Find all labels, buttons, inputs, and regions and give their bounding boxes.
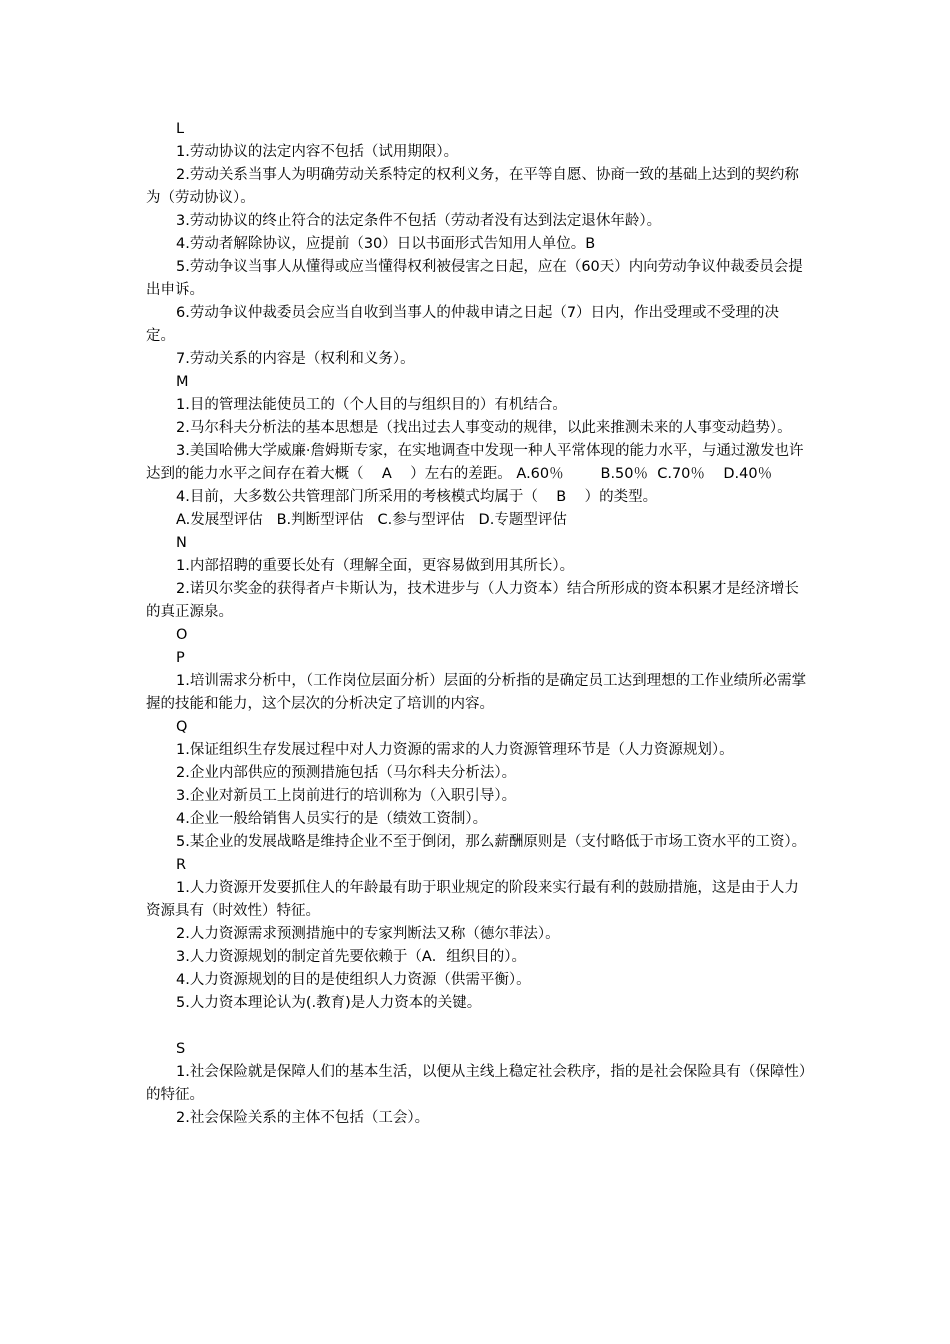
section-q-item: 1.保证组织生存发展过程中对人力资源的需求的人力资源管理环节是（人力资源规划）。 bbox=[176, 742, 734, 758]
section-q-item: 3.企业对新员工上岗前进行的培训称为（入职引导）。 bbox=[176, 788, 517, 804]
section-heading-r: R bbox=[176, 857, 187, 873]
section-heading-s: S bbox=[176, 1041, 186, 1057]
section-q-item: 4.企业一般给销售人员实行的是（绩效工资制）。 bbox=[176, 811, 488, 827]
section-l-item: 4.劳动者解除协议，应提前（30）日以书面形式告知用人单位。B bbox=[176, 236, 596, 252]
section-s-item: 1.社会保险就是保障人们的基本生活，以便从主线上稳定社会秩序，指的是社会保险具有（保障性）的特征。 bbox=[146, 1064, 807, 1103]
section-heading-n: N bbox=[176, 535, 187, 551]
section-heading-q: Q bbox=[176, 719, 188, 735]
section-n-item: 2.诺贝尔奖金的获得者卢卡斯认为，技术进步与（人力资本）结合所形成的资本积累才是经济增长的真正源泉。 bbox=[146, 581, 799, 620]
section-heading-l: L bbox=[176, 121, 185, 137]
section-l-item: 6.劳动争议仲裁委员会应当自收到当事人的仲裁申请之日起（7）日内，作出受理或不受理的决定。 bbox=[146, 305, 780, 344]
document-body bbox=[146, 118, 808, 1130]
section-r-item: 3.人力资源规划的制定首先要依赖于（A．组织目的）。 bbox=[176, 949, 527, 965]
section-heading-o: O bbox=[176, 627, 188, 643]
section-m-item: 4.目前，大多数公共管理部门所采用的考核模式均属于（ B ）的类型。 bbox=[176, 489, 658, 505]
section-p-item: 1.培训需求分析中，（工作岗位层面分析）层面的分析指的是确定员工达到理想的工作业绩所必需掌握的技能和能力，这个层次的分析决定了培训的内容。 bbox=[146, 673, 807, 712]
section-heading-p: P bbox=[176, 650, 185, 666]
section-r-item: 1.人力资源开发要抓住人的年龄最有助于职业规定的阶段来实行最有利的鼓励措施，这是由于人力资源具有（时效性）特征。 bbox=[146, 880, 799, 919]
section-l-item: 5.劳动争议当事人从懂得或应当懂得权利被侵害之日起，应在（60天）内向劳动争议仲裁委员会提出申诉。 bbox=[146, 259, 803, 298]
section-q-item: 2.企业内部供应的预测措施包括（马尔科夫分析法）。 bbox=[176, 765, 517, 781]
section-m-item: 1.目的管理法能使员工的（个人目的与组织目的）有机结合。 bbox=[176, 397, 567, 413]
section-l-item: 3.劳动协议的终止符合的法定条件不包括（劳动者没有达到法定退休年龄）。 bbox=[176, 213, 662, 229]
section-l-item: 1.劳动协议的法定内容不包括（试用期限）。 bbox=[176, 144, 459, 160]
section-r-item: 5.人力资本理论认为(.教育)是人力资本的关键。 bbox=[176, 995, 482, 1011]
section-m-options: A.发展型评估 B.判断型评估 C.参与型评估 D.专题型评估 bbox=[176, 512, 567, 528]
section-q-item: 5.某企业的发展战略是维持企业不至于倒闭，那么薪酬原则是（支付略低于市场工资水平的工资）。 bbox=[176, 834, 807, 850]
section-l-item: 7.劳动关系的内容是（权利和义务）。 bbox=[176, 351, 415, 367]
section-heading-m: M bbox=[176, 374, 189, 390]
section-n-item: 1.内部招聘的重要长处有（理解全面，更容易做到用其所长）。 bbox=[176, 558, 575, 574]
section-r-item: 2.人力资源需求预测措施中的专家判断法又称（德尔菲法）。 bbox=[176, 926, 560, 942]
blank-line bbox=[146, 1015, 808, 1038]
section-m-item: 2.马尔科夫分析法的基本思想是（找出过去人事变动的规律，以此来推测未来的人事变动趋势）。 bbox=[176, 420, 792, 436]
section-l-item: 2.劳动关系当事人为明确劳动关系特定的权利义务，在平等自愿、协商一致的基础上达到的契约称为（劳动协议）。 bbox=[146, 167, 799, 206]
section-r-item: 4.人力资源规划的目的是使组织人力资源（供需平衡）。 bbox=[176, 972, 531, 988]
section-m-item: 3.美国哈佛大学威廉·詹姆斯专家，在实地调查中发现一种人平常体现的能力水平，与通过激发也许达到的能力水平之间存在着大概（ A ）左右的差距。 A.60％ B.50％ C.70％ D.40％ bbox=[146, 443, 804, 482]
section-s-item: 2.社会保险关系的主体不包括（工会）。 bbox=[176, 1110, 430, 1126]
